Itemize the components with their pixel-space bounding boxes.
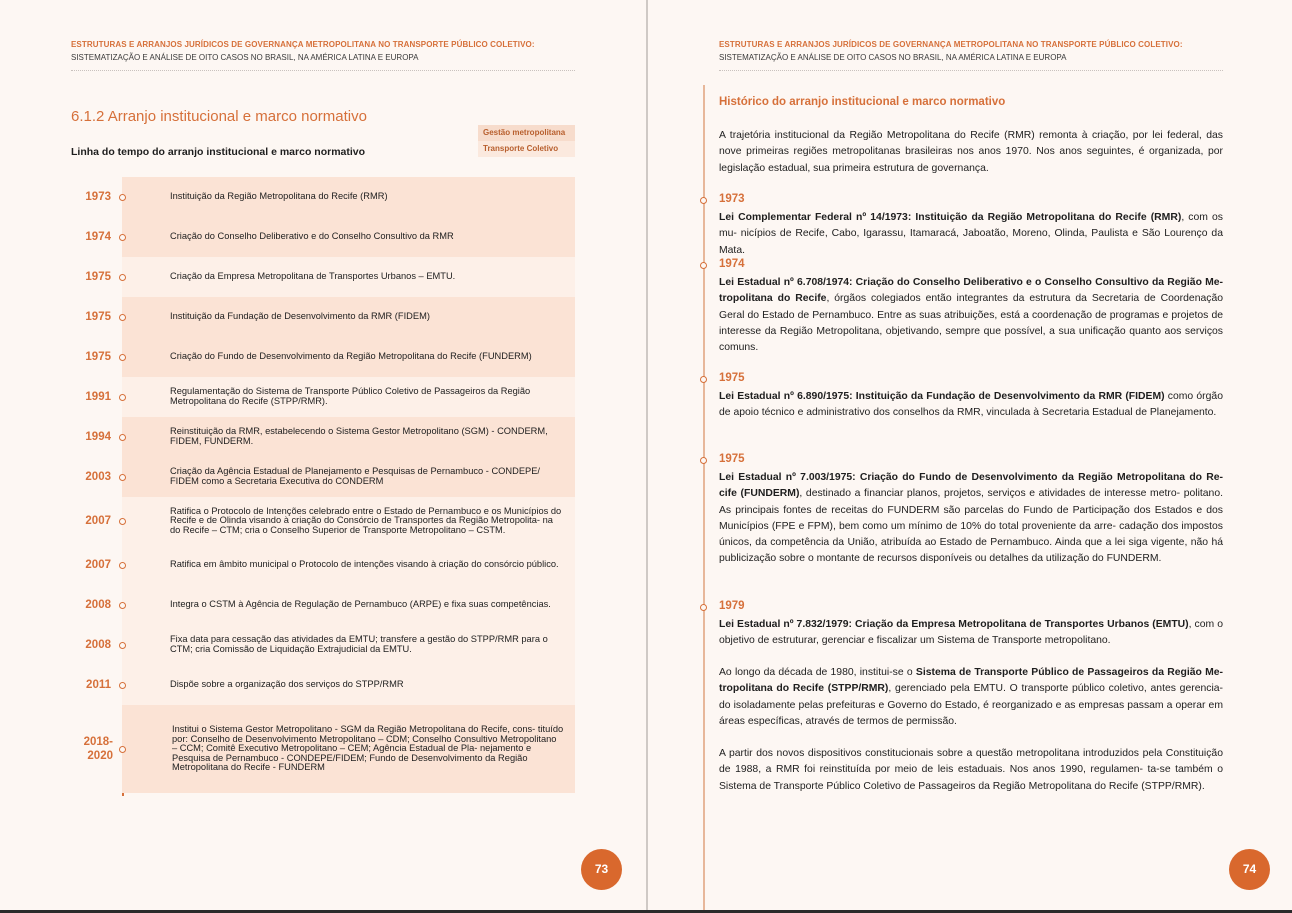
entry-description: , destinado a financiar planos, projetos, serviços e atividades de interesse metro- politano. As principais fontes de receitas do FUNDERM são parcelas do Fundo de Participação dos Estados e dos Municípios (FPE e FPM), bem como um mínimo de 10% do total proveniente da arre- cadação dos impostos únicos, da competência da União, atribuída ao Estado de Pernambuco. Ainda que a lei siga vigente, não há publicização sobre o montante de recursos disponíveis ou detalhes da utilização do FUNDERM. bbox=[719, 488, 1223, 565]
timeline-dot bbox=[119, 518, 126, 525]
timeline-text: Ratifica o Protocolo de Intenções celebrado entre o Estado de Pernambuco e os Municípios do Recife e de Olinda visando à criação do Consórcio de Transportes da Região Metropolita- na do Recife – CTM; cria o Conselho Superior de Transporte Metropolitano – CSTM. bbox=[170, 505, 562, 535]
timeline-dot bbox=[700, 376, 707, 383]
timeline-dot bbox=[119, 474, 126, 481]
timeline-dot bbox=[700, 197, 707, 204]
timeline-row bbox=[71, 377, 575, 417]
entry-law: Lei Estadual nº 6.890/1975: Instituição da Fundação de Desenvolvimento da RMR (FIDEM) bbox=[719, 391, 1165, 402]
timeline-dot bbox=[700, 262, 707, 269]
timeline-dot bbox=[119, 394, 126, 401]
timeline-text: Criação do Conselho Deliberativo e do Conselho Consultivo da RMR bbox=[170, 231, 454, 242]
timeline-dot bbox=[119, 434, 126, 441]
timeline-text: Instituição da Fundação de Desenvolvimento da RMR (FIDEM) bbox=[170, 311, 430, 322]
entry-text bbox=[719, 617, 1223, 650]
timeline-text: Institui o Sistema Gestor Metropolitano - SGM da Região Metropolitana do Recife, cons- tituído por: Conselho de Desenvolvimento Metropolitano – CDM; Conselho Consultivo Metropolitano – CCM; Comitê Executivo Metropolitano – CEM; Agência Estadual de Pla- nejamento e Pesquisa de Pernambuco - CONDEPE/FIDEM; Fundo de Desenvolvimento da Região Metropolitana do Recife - FUNDERM bbox=[172, 724, 564, 773]
entry-law: Lei Estadual nº 7.003/1975: Criação do Fundo de Desenvolvimento da Região Metropolitana do Re- cife (FUNDERM) bbox=[719, 472, 1223, 500]
tag-transporte-coletivo: Transporte Coletivo bbox=[478, 141, 575, 157]
entry-text bbox=[719, 389, 1223, 422]
timeline-text: Reinstituição da RMR, estabelecendo o Sistema Gestor Metropolitano (SGM) - CONDERM, FIDEM, FUNDERM. bbox=[170, 426, 548, 446]
timeline-year: 1991 bbox=[85, 391, 111, 403]
timeline-year: 1975 bbox=[85, 311, 111, 323]
timeline-dot bbox=[119, 642, 126, 649]
timeline bbox=[71, 177, 575, 793]
header-divider bbox=[719, 70, 1223, 71]
header-divider bbox=[71, 70, 575, 71]
timeline-dot bbox=[119, 274, 126, 281]
timeline-row bbox=[71, 497, 575, 545]
timeline-row bbox=[71, 297, 575, 337]
timeline-dot bbox=[119, 194, 126, 201]
timeline-row bbox=[71, 257, 575, 297]
entry-text bbox=[719, 470, 1223, 568]
timeline-year: 2011 bbox=[86, 679, 111, 691]
timeline-dot bbox=[119, 562, 126, 569]
timeline-dot bbox=[119, 746, 126, 753]
timeline-text: Regulamentação do Sistema de Transporte Público Coletivo de Passageiros da Região Metropolitana do Recife (STPP/RMR). bbox=[170, 386, 531, 406]
entry-description: como órgão de apoio técnico e administrativo dos conselhos da RMR, vinculada à Secretaria Estadual de Planejamento. bbox=[719, 391, 1223, 419]
timeline-year: 2007 bbox=[85, 559, 111, 571]
entry-law: Lei Estadual nº 7.832/1979: Criação da Empresa Metropolitana de Transportes Urbanos (EMTU) bbox=[719, 619, 1189, 630]
timeline-text: Instituição da Região Metropolitana do Recife (RMR) bbox=[170, 191, 388, 202]
timeline-text: Dispõe sobre a organização dos serviços do STPP/RMR bbox=[170, 679, 404, 690]
entry-law: Lei Estadual nº 6.708/1974: Criação do Conselho Deliberativo e o Conselho Consultivo da Região Me- tropolitana do Recife bbox=[719, 277, 1223, 305]
timeline-dot bbox=[700, 604, 707, 611]
timeline-dot bbox=[119, 314, 126, 321]
timeline-dot bbox=[119, 234, 126, 241]
timeline-row bbox=[71, 665, 575, 705]
entry-law: Lei Complementar Federal nº 14/1973: Instituição da Região Metropolitana do Recife (RMR) bbox=[719, 212, 1182, 223]
running-header-subtitle: SISTEMATIZAÇÃO E ANÁLISE DE OITO CASOS NO BRASIL, NA AMÉRICA LATINA E EUROPA bbox=[71, 53, 419, 62]
timeline-year: 1973 bbox=[85, 191, 111, 203]
intro-paragraph: A trajetória institucional da Região Metropolitana do Recife (RMR) remonta à criação, por lei federal, das nove primeiras regiões metropolitanas brasileiras nos anos 1970. Nos anos seguintes, é organizada, por legislação estadual, sua primeira estrutura de governança. bbox=[719, 130, 1223, 174]
timeline-row bbox=[71, 585, 575, 625]
page-right bbox=[648, 0, 1292, 913]
timeline-text: Criação da Empresa Metropolitana de Transportes Urbanos – EMTU. bbox=[170, 271, 456, 282]
timeline-dot bbox=[119, 354, 126, 361]
timeline-dot bbox=[119, 602, 126, 609]
timeline-axis bbox=[703, 85, 705, 913]
timeline-row bbox=[71, 457, 575, 497]
timeline-row bbox=[71, 177, 575, 217]
timeline-text: Criação da Agência Estadual de Planejamento e Pesquisas de Pernambuco - CONDEPE/ FIDEM como a Secretaria Executiva do CONDERM bbox=[170, 466, 541, 486]
section-title: 6.1.2 Arranjo institucional e marco normativo bbox=[71, 108, 367, 125]
running-header-subtitle: SISTEMATIZAÇÃO E ANÁLISE DE OITO CASOS NO BRASIL, NA AMÉRICA LATINA E EUROPA bbox=[719, 53, 1067, 62]
timeline-row bbox=[71, 705, 575, 793]
entry-year: 1975 bbox=[719, 453, 745, 465]
entry-description: , com os mu- nicípios de Recife, Cabo, Igarassu, Itamaracá, Jaboatão, Moreno, Olinda, Paulista e São Lourenço da Mata. bbox=[719, 212, 1224, 256]
page-number-badge: 73 bbox=[581, 849, 622, 890]
page-number-badge: 74 bbox=[1229, 849, 1270, 890]
tag-gestao-metropolitana: Gestão metropolitana bbox=[478, 125, 575, 141]
timeline-row bbox=[71, 337, 575, 377]
timeline-year: 2003 bbox=[85, 471, 111, 483]
timeline-year: 1994 bbox=[85, 431, 111, 443]
entry-year: 1974 bbox=[719, 258, 745, 270]
timeline-title: Linha do tempo do arranjo institucional e marco normativo bbox=[71, 146, 366, 158]
timeline-year: 2008 bbox=[85, 599, 111, 611]
running-header-title: ESTRUTURAS E ARRANJOS JURÍDICOS DE GOVERNANÇA METROPOLITANA NO TRANSPORTE PÚBLICO COLETIVO: bbox=[719, 40, 1183, 49]
timeline-dot bbox=[700, 457, 707, 464]
history-heading: Histórico do arranjo institucional e marco normativo bbox=[719, 96, 1006, 108]
entry-text bbox=[719, 210, 1223, 259]
running-header-title: ESTRUTURAS E ARRANJOS JURÍDICOS DE GOVERNANÇA METROPOLITANA NO TRANSPORTE PÚBLICO COLETIVO: bbox=[71, 40, 535, 49]
timeline-dot bbox=[119, 682, 126, 689]
paragraph-1988: A partir dos novos dispositivos constitucionais sobre a questão metropolitana introduzidos pela Constituição de 1988, a RMR foi reinstituída por meio de leis estaduais. Nos anos 1990, regulamen- ta-se também o Sistema de Transporte Público Coletivo de Passageiros da Região Metropolitana do Recife (STPP/RMR). bbox=[719, 748, 1223, 792]
entry-year: 1979 bbox=[719, 600, 745, 612]
timeline-year: 1975 bbox=[85, 351, 111, 363]
timeline-row bbox=[71, 217, 575, 257]
timeline-text: Integra o CSTM à Agência de Regulação de Pernambuco (ARPE) e fixa suas competências. bbox=[170, 599, 551, 610]
timeline-text: Fixa data para cessação das atividades da EMTU; transfere a gestão do STPP/RMR para o CTM; cria Comissão de Liquidação Extrajudicial da EMTU. bbox=[170, 634, 548, 654]
timeline-text: Ratifica em âmbito municipal o Protocolo de intenções visando à criação do consórcio público. bbox=[170, 559, 559, 570]
entry-description: , órgãos colegiados então integrantes da estrutura da Secretaria de Coordenação Geral do Estado de Pernambuco. Entre as suas atribuições, está a coordenação de programas e projetos de interesse da Região Metropolitana, objetivando, sempre que possível, a sua unificação quanto aos serviços comuns. bbox=[719, 293, 1224, 354]
timeline-year: 2007 bbox=[85, 515, 111, 527]
timeline-year: 2008 bbox=[85, 639, 111, 651]
entry-year: 1973 bbox=[719, 193, 745, 205]
timeline-row bbox=[71, 545, 575, 585]
timeline-text: Criação do Fundo de Desenvolvimento da Região Metropolitana do Recife (FUNDERM) bbox=[170, 351, 532, 362]
entry-description: , com o objetivo de estruturar, gerenciar e fiscalizar um Sistema de Transporte metropolitano. bbox=[719, 619, 1223, 647]
timeline-year: 2018-2020 bbox=[83, 736, 113, 762]
entry-text bbox=[719, 275, 1223, 356]
timeline-row bbox=[71, 417, 575, 457]
paragraph-1980s: Ao longo da década de 1980, institui-se o Sistema de Transporte Público de Passageiros da Região Me- tropolitana do Recife (STPP/RMR), gerenciado pela EMTU. O transporte público coletivo, antes gerencia- do isoladamente pelas prefeituras e Governo do Estado, é reorganizado e as empresas passam a operar em áreas específicas, através de termos de permissão. bbox=[719, 667, 1223, 727]
entry-year: 1975 bbox=[719, 372, 745, 384]
timeline-year: 1975 bbox=[85, 271, 111, 283]
timeline-year: 1974 bbox=[85, 231, 111, 243]
timeline-row bbox=[71, 625, 575, 665]
